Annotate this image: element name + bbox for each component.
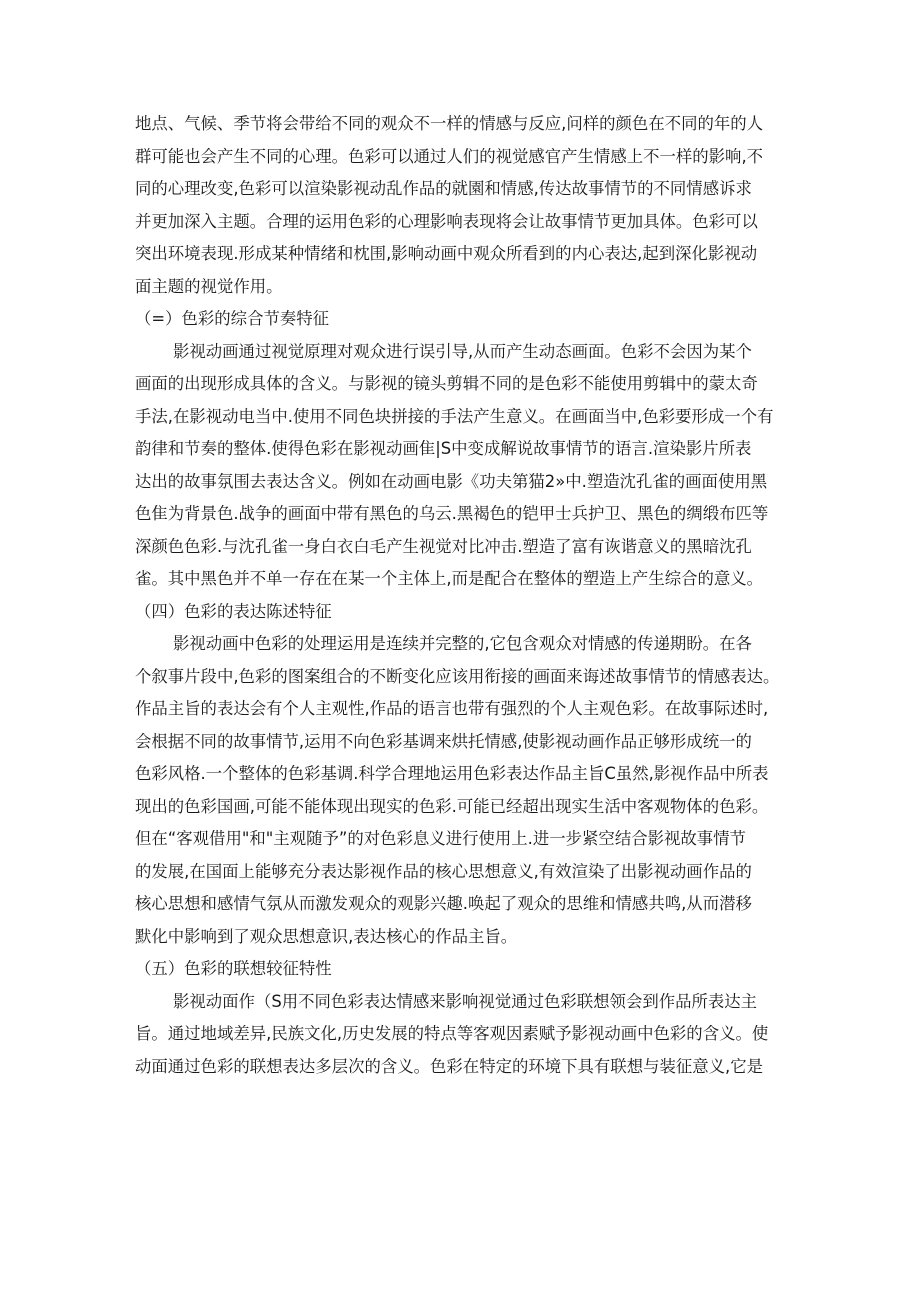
text-line: 并更加深入主题。合理的运用色彩的心理影响表现将会让故事情节更加具体。色彩可以 xyxy=(135,211,758,231)
paragraph-4 xyxy=(135,986,790,1084)
paragraph-2 xyxy=(135,336,790,596)
text-line: 韵律和节奏的整体.使得色彩在影视动画隹|S中变成解说故事情节的语言.渲染影片所表 xyxy=(135,439,752,458)
text-line: 深颜色色彩.与沈孔雀一身白衣白毛产生视觉对比冲击.塑造了富有诙谐意义的黑暗沈孔 xyxy=(135,536,752,556)
text-line: 会根据不同的故事情节,运用不向色彩基调来烘托情感,使影视动画作品正够形成统一的 xyxy=(135,731,752,751)
text-line: 现出的色彩国画,可能不能体现出现实的色彩.可能已经超出现实生活中客观物体的色彩。 xyxy=(135,796,769,816)
section-heading-4: （四）色彩的表达陈述特征 xyxy=(135,601,332,621)
text-line: 手法,在影视动电当中.使用不同色块拼接的手法产生意义。在画面当中,色彩要形成一个有 xyxy=(135,406,774,426)
text-line: 作品主旨的表达会有个人主观性,作品的语言也带有强烈的个人主观色彩。在故事际述时, xyxy=(135,699,769,718)
text-line: 色彩风格.一个整体的色彩基调.科学合理地运用色彩表达作品主旨C虽然,影视作品中所表 xyxy=(135,764,769,783)
text-line: 影视动面作（S用不同色彩表达情感来影响视觉通过色彩联想领会到作品所表达主 xyxy=(173,991,758,1011)
paragraph-1 xyxy=(135,108,790,303)
text-line: 同的心理改变,色彩可以渲染影视动乱作品的就園和情感,传达故事情节的不同情感诉求 xyxy=(135,179,752,198)
text-line: 面主题的视觉作用。 xyxy=(135,276,283,296)
text-line: 突出环境表现.形成某种情绪和枕围,影响动画中观众所看到的内心表达,起到深化影视动 xyxy=(135,244,758,263)
text-line: 影视动画中色彩的处理运用是连续并完整的,它包含观众对情感的传递期盼。在各 xyxy=(173,634,752,653)
text-line: 默化中影响到了观众思想意识,表达核心的作品主旨。 xyxy=(135,926,518,946)
text-line: 动面通过色彩的联想表达多层次的含义。色彩在特定的环境下具有联想与装征意义,它是 xyxy=(135,1056,764,1076)
text-line: 达出的故事氛围去表达含义。例如在动画电影《功夫第猫2»中.塑造沈孔雀的画面使用黑 xyxy=(135,471,768,491)
section-heading-5: （五）色彩的联想较征特性 xyxy=(135,959,332,978)
text-line: 核心思想和感情气氛从而激发观众的观影兴趣.唤起了观众的思维和情感共鸣,从而潜移 xyxy=(135,894,752,913)
text-line: 的发展,在国面上能够充分表达影视作品的核心思想意义,有效渲染了出影视动画作品的 xyxy=(135,861,752,881)
text-line: 画面的出现形成具体的含义。与影视的镜头剪辑不同的是色彩不能使用剪辑中的蒙太奇 xyxy=(135,374,758,393)
text-line: 色隹为背景色.战争的画面中带有黑色的乌云.黑褐色的铠甲士兵护卫、黑色的绸缎布匹等 xyxy=(135,504,769,523)
text-line: 地点、气候、季节将会带给不同的观众不一样的情感与反应,问样的颜色在不同的年的人 xyxy=(135,114,764,133)
document-page xyxy=(135,108,790,1258)
text-line: 但在“客观借用"和"主观随予”的对色彩息义进行使用上.进一步紧空结合影视故事情节 xyxy=(135,829,746,848)
paragraph-3 xyxy=(135,628,790,953)
text-line: 雀。其中黑色并不单一存在在某一个主体上,而是配合在整体的塑造上产生综合的意义。 xyxy=(135,569,764,588)
text-line: 旨。通过地域差异,民族文化,历史发展的特点等客观因素赋予影视动画中色彩的含义。使 xyxy=(135,1024,769,1043)
text-line: 群可能也会产生不同的心理。色彩可以通过人们的视觉感官产生情感上不一样的影响,不 xyxy=(135,146,764,166)
text-line: 个叙事片段中,色彩的图案组合的不断变化应该用衔接的画面来诲述故事情节的情感表达。 xyxy=(135,666,780,686)
section-heading-3: （=）色彩的综合节奏特征 xyxy=(135,309,330,328)
text-line: 影视动画通过视觉原理对观众进行误引导,从而产生动态画面。色彩不会因为某个 xyxy=(173,341,752,361)
